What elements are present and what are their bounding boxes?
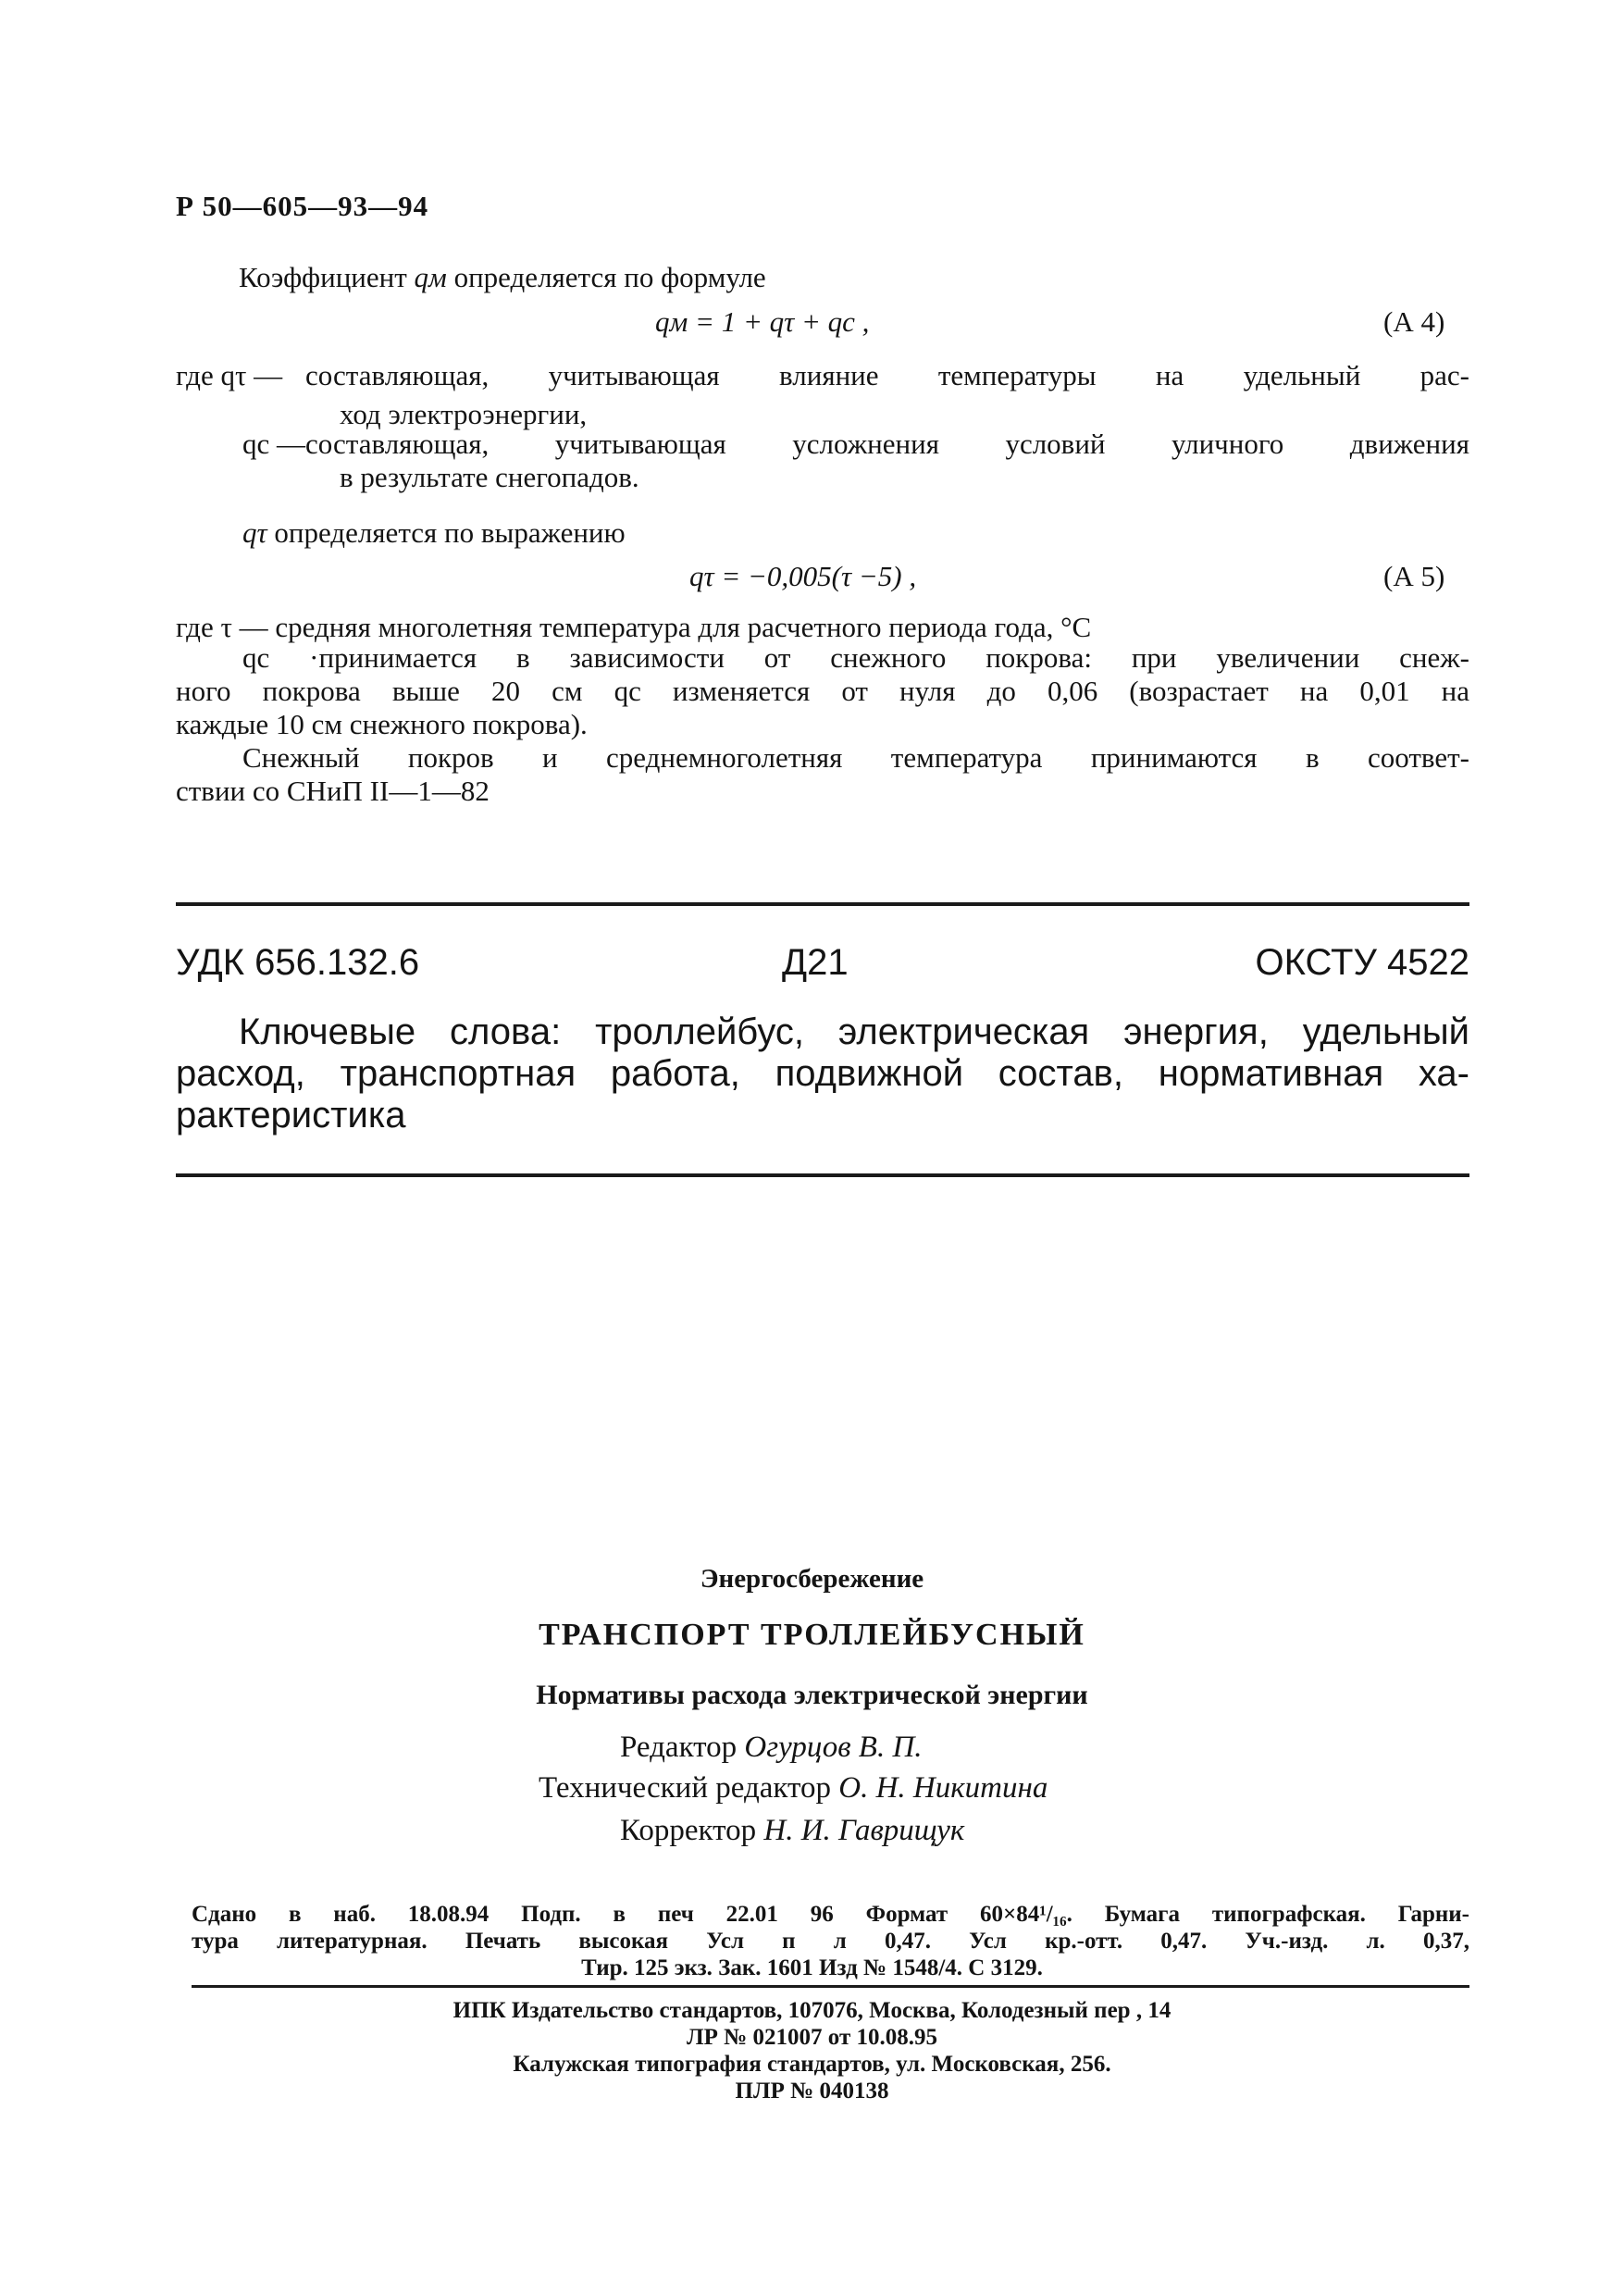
publisher-address: ИПК Издательство стандартов, 107076, Москва, Колодезный пер , 14 <box>452 1998 1172 2023</box>
document-code: Р 50—605—93—94 <box>176 190 429 222</box>
coef-intro-pre: Коэффициент <box>239 261 407 293</box>
qt-intro-symbol: qτ <box>242 516 267 549</box>
editor-role: Редактор <box>620 1731 738 1764</box>
coef-intro <box>239 261 766 294</box>
corrector-credit <box>620 1814 964 1848</box>
udk-code: УДК 656.132.6 <box>176 942 420 983</box>
keywords-line2: расход, транспортная работа, подвижной состав, нормативная ха- <box>176 1053 1469 1094</box>
imprint-line1: Сдано в наб. 18.08.94 Подп. в печ 22.01 96 Формат 60×84¹/₁₆. Бумага типографская. Гарни- <box>192 1902 1469 1927</box>
license-number: ЛР № 021007 от 10.08.95 <box>687 2025 937 2050</box>
imprint-line3: Тир. 125 экз. Зак. 1601 Изд № 1548/4. С 3129. <box>581 1955 1043 1980</box>
okstu-code: ОКСТУ 4522 <box>1255 942 1469 983</box>
technical-editor-name: О. Н. Никитина <box>838 1771 1048 1805</box>
coef-intro-symbol: qм <box>414 261 447 293</box>
technical-editor-credit <box>539 1771 1048 1806</box>
where-qc-symbol: qс — <box>242 428 306 460</box>
equation-number-a4: (А 4) <box>1383 305 1445 338</box>
where-qt-line1: составляющая, учитывающая влияние температуры на удельный рас- <box>305 359 1469 391</box>
publication-title: ТРАНСПОРТ ТРОЛЛЕЙБУСНЫЙ <box>539 1618 1085 1652</box>
coef-intro-post: определяется по формуле <box>453 261 766 293</box>
where-qt-symbol: где qτ — <box>176 359 283 391</box>
editor-name: Огурцов В. П. <box>744 1731 923 1764</box>
snow-line1: Снежный покров и среднемноголетняя температура принимаются в соответ- <box>242 741 1469 774</box>
where-qc-line1: составляющая, учитывающая усложнения условий уличного движения <box>305 428 1469 460</box>
keywords-line3: рактеристика <box>176 1095 406 1136</box>
formula-a4: qм = 1 + qτ + qс , <box>655 305 870 338</box>
where-qc-line2: в результате снегопадов. <box>340 461 639 493</box>
plr-number: ПЛР № 040138 <box>735 2079 889 2104</box>
qc-rule-line1: qс ·принимается в зависимости от снежного покрова: при увеличении снеж- <box>242 641 1469 674</box>
imprint-divider <box>192 1985 1469 1988</box>
printing-house: Калужская типография стандартов, ул. Московская, 256. <box>513 2052 1111 2077</box>
editor-credit <box>620 1731 923 1765</box>
qc-rule-line3: каждые 10 см снежного покрова). <box>176 708 588 740</box>
equation-number-a5: (А 5) <box>1383 560 1445 592</box>
corrector-role: Корректор <box>620 1814 757 1847</box>
top-divider <box>176 902 1469 906</box>
where-tau: где τ — средняя многолетняя температура для расчетного периода года, °С <box>176 611 1092 643</box>
qc-rule-line2: ного покрова выше 20 см qс изменяется от нуля до 0,06 (возрастает на 0,01 на <box>176 675 1469 707</box>
qt-intro <box>242 516 626 550</box>
keywords-line1: Ключевые слова: троллейбус, электрическая энергия, удельный <box>239 1011 1469 1052</box>
d-code: Д21 <box>782 942 849 983</box>
series-title: Энергосбережение <box>700 1564 924 1594</box>
publication-subtitle: Нормативы расхода электрической энергии <box>536 1680 1088 1710</box>
qt-intro-text: определяется по выражению <box>274 516 626 549</box>
imprint-line2: тура литературная. Печать высокая Усл п л 0,47. Усл кр.-отт. 0,47. Уч.-изд. л. 0,37, <box>192 1929 1469 1954</box>
technical-editor-role: Технический редактор <box>539 1771 831 1805</box>
formula-a5: qτ = −0,005(τ −5) , <box>689 560 917 592</box>
middle-divider <box>176 1173 1469 1177</box>
where-qt-line2: ход электроэнергии, <box>340 398 588 430</box>
snow-line2: ствии со СНиП II—1—82 <box>176 775 490 807</box>
corrector-name: Н. И. Гаврищук <box>763 1814 965 1847</box>
